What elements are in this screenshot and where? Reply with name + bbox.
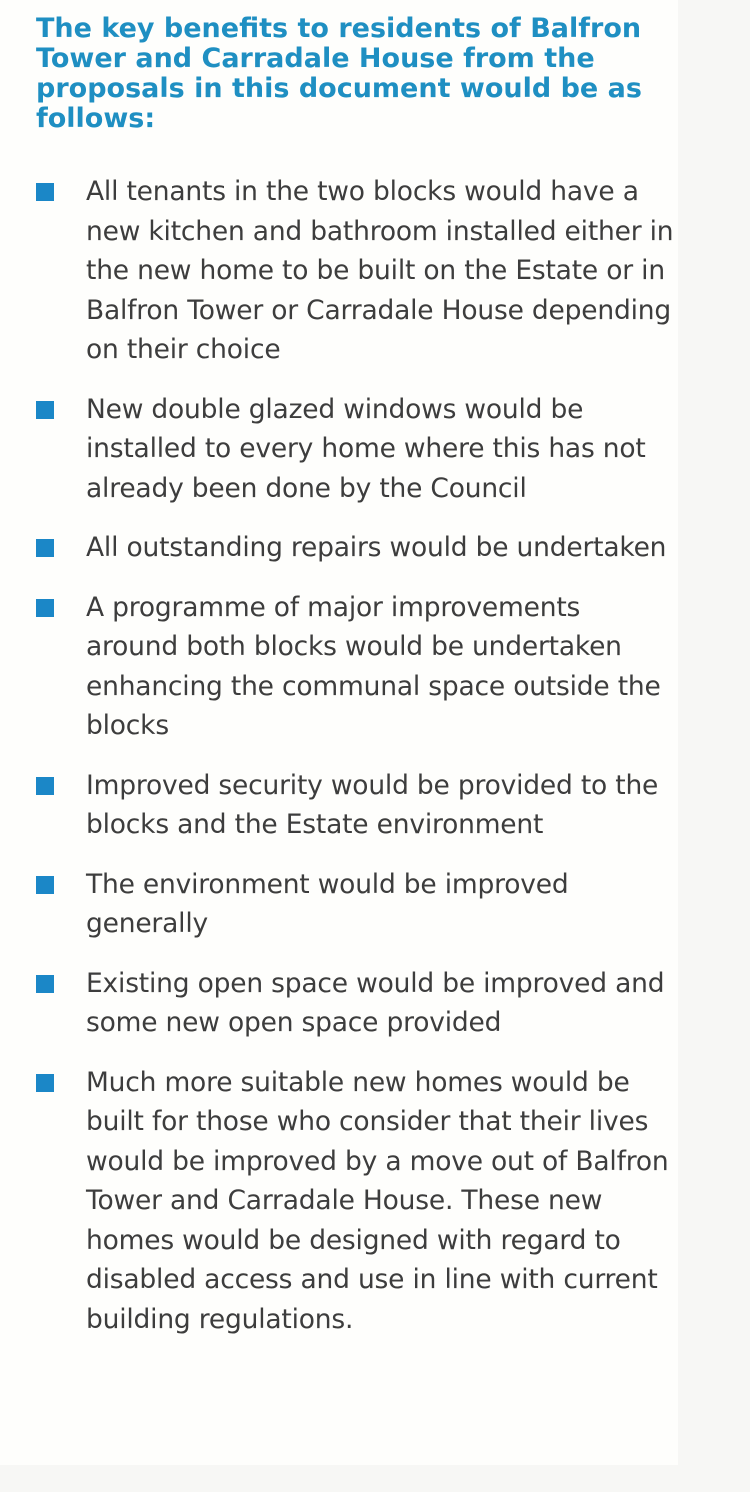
- benefits-list: [36, 172, 676, 1359]
- benefit-item-improvements: [36, 588, 676, 746]
- square-bullet-icon: [36, 183, 54, 201]
- square-bullet-icon: [36, 777, 54, 795]
- benefit-item-kitchen-bathroom: [36, 172, 676, 370]
- square-bullet-icon: [36, 1074, 54, 1092]
- benefit-text: Existing open space would be improved and some new open space provided: [86, 967, 665, 1038]
- square-bullet-icon: [36, 876, 54, 894]
- benefit-text: New double glazed windows would be installed to every home where this has not already been done by the Council: [86, 393, 646, 504]
- benefit-text: All outstanding repairs would be undertaken: [86, 532, 667, 563]
- benefit-item-security: [36, 766, 676, 845]
- benefit-text: The environment would be improved generally: [86, 868, 569, 939]
- square-bullet-icon: [36, 975, 54, 993]
- benefits-heading: The key benefits to residents of Balfron Tower and Carradale House from the proposals in this document would be as follows:: [36, 13, 642, 134]
- square-bullet-icon: [36, 401, 54, 419]
- benefit-item-windows: [36, 390, 676, 509]
- benefit-text: A programme of major improvements around both blocks would be undertaken enhancing the communal space outside the blocks: [86, 591, 661, 741]
- benefit-item-repairs: [36, 528, 676, 568]
- benefit-text: All tenants in the two blocks would have a new kitchen and bathroom installed either in the new home to be built on the Estate or in Balfron Tower or Carradale House depending on their choice: [86, 176, 674, 365]
- benefit-item-new-homes: [36, 1063, 676, 1340]
- benefit-item-environment: [36, 865, 676, 944]
- square-bullet-icon: [36, 539, 54, 557]
- benefit-item-open-space: [36, 964, 676, 1043]
- benefit-text: Much more suitable new homes would be built for those who consider that their lives would be improved by a move out of Balfron Tower and Carradale House. These new homes would be designed with regard to disabled access and use in line with current building regulations.: [86, 1066, 669, 1335]
- square-bullet-icon: [36, 599, 54, 617]
- benefit-text: Improved security would be provided to the blocks and the Estate environment: [86, 769, 659, 840]
